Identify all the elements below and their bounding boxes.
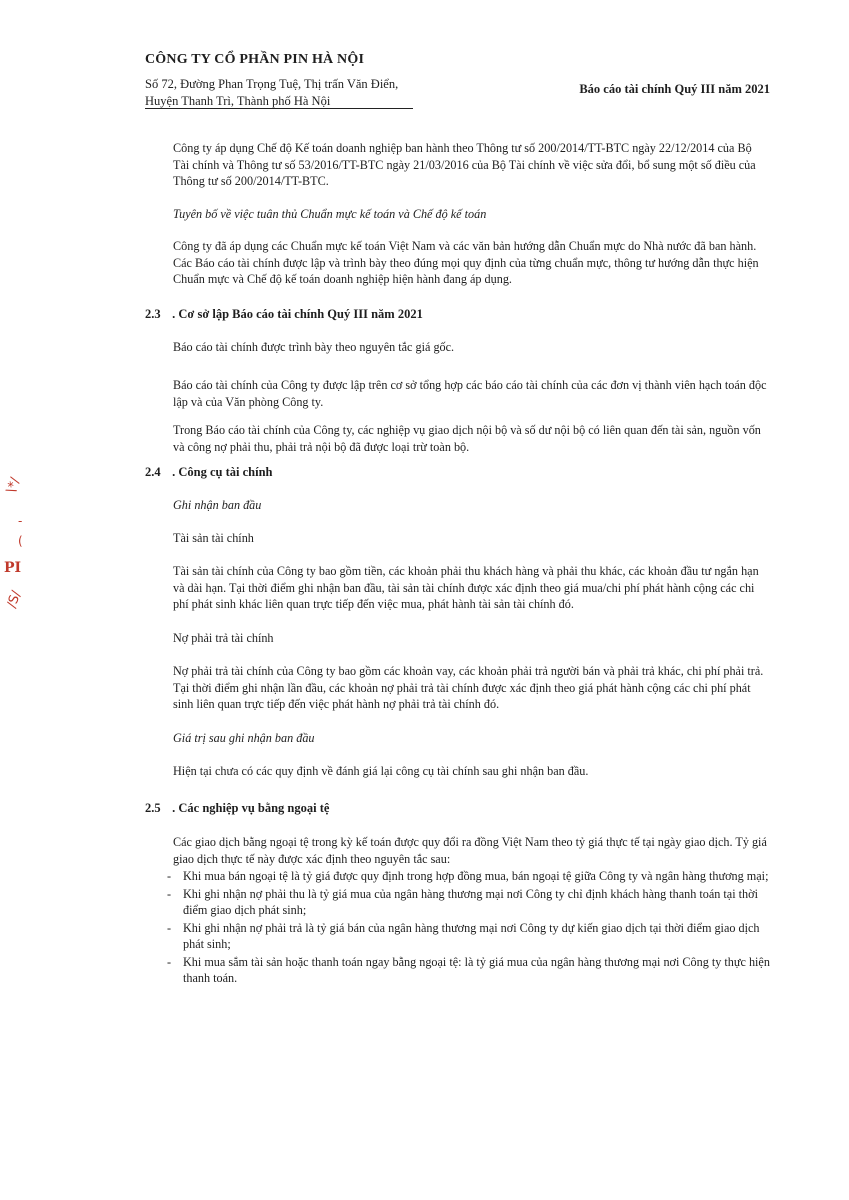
intro-subheading: Tuyên bố về việc tuân thủ Chuẩn mực kế toán và Chế độ kế toán	[173, 207, 487, 221]
section-number: 2.4	[145, 465, 161, 479]
section-2-4-subheading-liabilities: Nợ phải trả tài chính	[173, 631, 274, 645]
section-2-4-heading	[145, 464, 273, 481]
stamp-mark: /S/	[4, 588, 25, 611]
section-title: . Công cụ tài chính	[172, 465, 273, 479]
section-2-3-heading	[145, 306, 423, 323]
list-item: - Khi mua sắm tài sản hoặc thanh toán ngay bằng ngoại tệ: là tỷ giá mua của ngân hàng thương mại nơi Công ty thực hiện thanh toán.	[165, 954, 770, 987]
section-number: 2.3	[145, 307, 161, 321]
margin-stamp-fragment	[2, 475, 32, 628]
section-2-4-paragraph-assets: Tài sản tài chính của Công ty bao gồm tiền, các khoản phải thu khách hàng và phải thu khác, các khoản đầu tư ngắn hạn và dài hạn. Tại thời điểm ghi nhận ban đầu, tài sản tài chính được xác định theo giá mua/chi phí phát hành cộng các chi phí phát sinh khác liên quan trực tiếp đến việc mua, phát hành tài sản tài chính đó.	[173, 564, 759, 611]
list-item: - Khi ghi nhận nợ phải thu là tỷ giá mua của ngân hàng thương mại nơi Công ty chỉ định khách hàng thanh toán tại thời điểm giao dịch phát sinh;	[165, 886, 770, 919]
section-title: . Các nghiệp vụ bằng ngoại tệ	[172, 801, 330, 815]
list-item: - Khi ghi nhận nợ phải trả là tỷ giá bán của ngân hàng thương mại nơi Công ty dự kiến giao dịch tại thời điểm giao dịch phát sinh;	[165, 920, 770, 953]
page-header	[145, 52, 770, 110]
section-2-4-subheading-assets: Tài sản tài chính	[173, 531, 254, 545]
header-underline	[145, 108, 413, 109]
report-title: Báo cáo tài chính Quý III năm 2021	[579, 82, 770, 96]
list-item: - Khi mua bán ngoại tệ là tỷ giá được quy định trong hợp đồng mua, bán ngoại tệ giữa Công ty và ngân hàng thương mại;	[165, 868, 770, 885]
company-name: CÔNG TY CỔ PHẦN PIN HÀ NỘI	[145, 52, 365, 67]
address-line-2: Huyện Thanh Trì, Thành phố Hà Nội	[145, 94, 331, 108]
intro-paragraph-2: Công ty đã áp dụng các Chuẩn mực kế toán Việt Nam và các văn bản hướng dẫn Chuẩn mực do Nhà nước đã ban hành. Các Báo cáo tài chính được lập và trình bày theo đúng mọi quy định của từng chuẩn mực, thông tư hướng dẫn thực hiện Chuẩn mực và Chế độ kế toán doanh nghiệp hiện hành đang áp dụng.	[173, 239, 759, 286]
exchange-rate-rules-list	[165, 868, 770, 987]
intro-paragraph-1: Công ty áp dụng Chế độ Kế toán doanh nghiệp ban hành theo Thông tư số 200/2014/TT-BTC ngày 22/12/2014 của Bộ Tài chính và Thông tư số 53/2016/TT-BTC ngày 21/03/2016 của Bộ Tài chính về việc sửa đổi, bổ sung một số điều của Thông tư số 200/2014/TT-BTC.	[173, 141, 756, 188]
section-2-3-paragraph-3: Trong Báo cáo tài chính của Công ty, các nghiệp vụ giao dịch nội bộ và số dư nội bộ có liên quan đến tài sản, nguồn vốn và công nợ phải thu, phải trả nội bộ đã được loại trừ toàn bộ.	[173, 423, 761, 454]
stamp-mark: -	[18, 514, 23, 528]
stamp-mark: PI	[4, 560, 22, 576]
section-2-4-subheading-initial: Ghi nhận ban đầu	[173, 498, 262, 512]
section-2-5-paragraph-1: Các giao dịch bằng ngoại tệ trong kỳ kế toán được quy đổi ra đồng Việt Nam theo tỷ giá thực tế tại ngày giao dịch. Tỷ giá giao dịch thực tế này được xác định theo nguyên tắc sau:	[173, 835, 767, 866]
section-2-4-subheading-subsequent: Giá trị sau ghi nhận ban đầu	[173, 731, 315, 745]
stamp-mark: (	[18, 534, 23, 548]
section-number: 2.5	[145, 801, 161, 815]
section-2-5-heading	[145, 800, 329, 817]
section-2-3-paragraph-1: Báo cáo tài chính được trình bày theo nguyên tắc giá gốc.	[173, 340, 455, 354]
address-line-1: Số 72, Đường Phan Trọng Tuệ, Thị trấn Văn Điển,	[145, 77, 399, 91]
section-2-3-paragraph-2: Báo cáo tài chính của Công ty được lập trên cơ sở tổng hợp các báo cáo tài chính của các đơn vị thành viên hạch toán độc lập và của Văn phòng Công ty.	[173, 378, 767, 409]
stamp-mark: \*/	[3, 475, 24, 496]
section-2-4-paragraph-subsequent: Hiện tại chưa có các quy định về đánh giá lại công cụ tài chính sau ghi nhận ban đầu.	[173, 764, 589, 778]
section-title: . Cơ sở lập Báo cáo tài chính Quý III năm 2021	[172, 307, 423, 321]
section-2-4-paragraph-liabilities: Nợ phải trả tài chính của Công ty bao gồm các khoản vay, các khoản phải trả người bán và phải trả khác, chi phí phải trả. Tại thời điểm ghi nhận lần đầu, các khoản nợ phải trả tài chính được xác định theo giá phát hành cộng các chi phí phát sinh liên quan trực tiếp đến việc phát hành nợ phải trả tài chính đó.	[173, 664, 764, 711]
